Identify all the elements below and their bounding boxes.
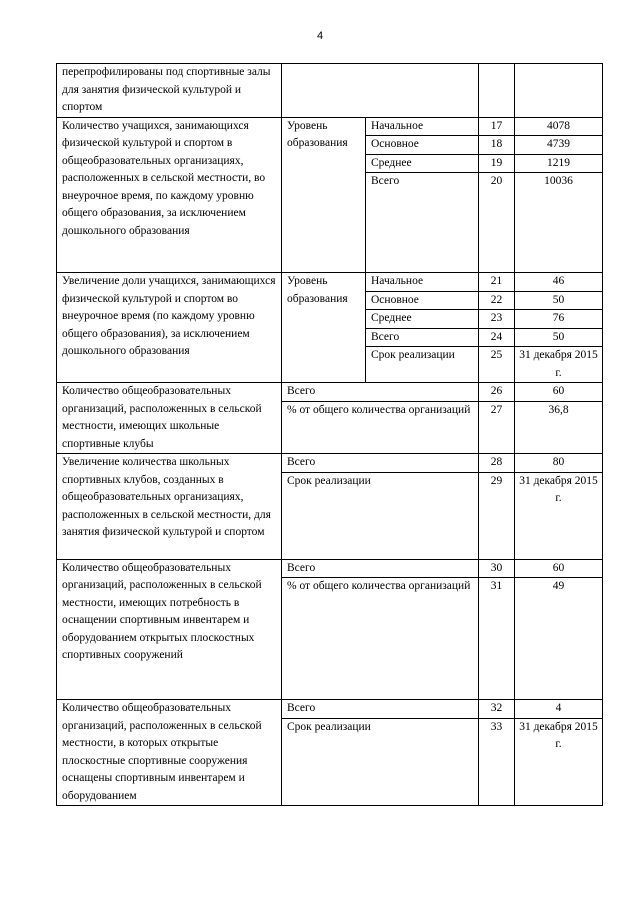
number-cell: 27 xyxy=(479,401,515,453)
category-cell: Всего xyxy=(282,700,479,719)
category-cell: % от общего количества организаций xyxy=(282,401,479,453)
table-row xyxy=(57,64,603,118)
number-cell: 31 xyxy=(479,578,515,700)
level-cell: Начальное xyxy=(366,273,479,292)
indicator-cell: Количество учащихся, занимающихся физической культурой и спортом в общеобразовательных организациях, расположенных в сельской местности, во внеурочное время, по каждому уровню общего образования, за исключением дошкольного образования xyxy=(57,117,282,273)
page-number: 4 xyxy=(316,30,324,42)
level-cell: Начальное xyxy=(366,117,479,136)
value-cell: 10036 xyxy=(515,173,603,273)
indicator-cell: Количество общеобразовательных организаций, расположенных в сельской местности, имеющих школьные спортивные клубы xyxy=(57,383,282,454)
level-cell: Основное xyxy=(366,291,479,310)
number-cell xyxy=(479,64,515,118)
level-cell: Всего xyxy=(366,173,479,273)
value-cell: 4739 xyxy=(515,136,603,155)
indicator-cell: Увеличение количества школьных спортивных клубов, созданных в общеобразовательных организациях, расположенных в сельской местности, для занятия физической культурой и спортом xyxy=(57,454,282,560)
level-cell: Срок реализации xyxy=(366,347,479,383)
number-cell: 29 xyxy=(479,472,515,559)
table-row xyxy=(57,273,603,292)
category-cell: % от общего количества организаций xyxy=(282,578,479,700)
value-cell: 49 xyxy=(515,578,603,700)
number-cell: 18 xyxy=(479,136,515,155)
number-cell: 23 xyxy=(479,310,515,329)
value-cell: 31 декабря 2015 г. xyxy=(515,347,603,383)
number-cell: 26 xyxy=(479,383,515,402)
number-cell: 21 xyxy=(479,273,515,292)
category-cell: Всего xyxy=(282,454,479,473)
value-cell: 80 xyxy=(515,454,603,473)
level-cell: Основное xyxy=(366,136,479,155)
group-cell: Уровень образования xyxy=(282,273,366,383)
value-cell: 50 xyxy=(515,328,603,347)
number-cell: 20 xyxy=(479,173,515,273)
number-cell: 19 xyxy=(479,154,515,173)
category-cell: Срок реализации xyxy=(282,718,479,805)
value-cell: 36,8 xyxy=(515,401,603,453)
category-cell: Всего xyxy=(282,559,479,578)
value-cell: 50 xyxy=(515,291,603,310)
group-cell: Уровень образования xyxy=(282,117,366,273)
value-cell: 4078 xyxy=(515,117,603,136)
value-cell xyxy=(515,64,603,118)
number-cell: 24 xyxy=(479,328,515,347)
table-row xyxy=(57,559,603,578)
number-cell: 32 xyxy=(479,700,515,719)
table-row xyxy=(57,700,603,719)
number-cell: 33 xyxy=(479,718,515,805)
number-cell: 22 xyxy=(479,291,515,310)
number-cell: 25 xyxy=(479,347,515,383)
value-cell: 31 декабря 2015 г. xyxy=(515,718,603,805)
table-row xyxy=(57,454,603,473)
category-cell: Всего xyxy=(282,383,479,402)
value-cell: 1219 xyxy=(515,154,603,173)
table-row xyxy=(57,383,603,402)
value-cell: 60 xyxy=(515,559,603,578)
indicators-table xyxy=(56,63,603,806)
number-cell: 30 xyxy=(479,559,515,578)
value-cell: 4 xyxy=(515,700,603,719)
value-cell: 60 xyxy=(515,383,603,402)
level-cell: Среднее xyxy=(366,310,479,329)
number-cell: 28 xyxy=(479,454,515,473)
indicator-cell: Увеличение доли учащихся, занимающихся физической культурой и спортом во внеурочное время (по каждому уровню общего образования), за исключением дошкольного образования xyxy=(57,273,282,383)
value-cell: 76 xyxy=(515,310,603,329)
table-row xyxy=(57,117,603,136)
indicator-cell: Количество общеобразовательных организаций, расположенных в сельской местности, в которых открытые плоскостные спортивные сооружения оснащены спортивным инвентарем и оборудованием xyxy=(57,700,282,806)
level-cell: Всего xyxy=(366,328,479,347)
number-cell: 17 xyxy=(479,117,515,136)
level-cell: Среднее xyxy=(366,154,479,173)
value-cell: 46 xyxy=(515,273,603,292)
category-cell xyxy=(282,64,479,118)
category-cell: Срок реализации xyxy=(282,472,479,559)
indicator-cell: перепрофилированы под спортивные залы для занятия физической культурой и спортом xyxy=(57,64,282,118)
indicator-cell: Количество общеобразовательных организаций, расположенных в сельской местности, имеющих потребность в оснащении спортивным инвентарем и оборудованием открытых плоскостных спортивных сооружений xyxy=(57,559,282,700)
value-cell: 31 декабря 2015 г. xyxy=(515,472,603,559)
